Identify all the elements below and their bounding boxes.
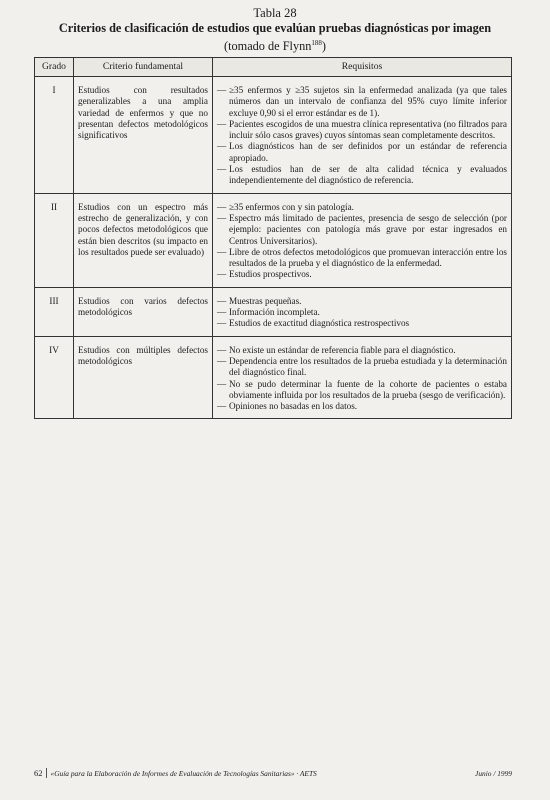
list-item: — Muestras pequeñas. — [217, 296, 507, 307]
requisitos-cell — [213, 193, 512, 287]
header-grado: Grado — [35, 58, 74, 77]
criterio-cell: Estudios con varios defectos metodológicos — [74, 287, 213, 336]
criterio-cell: Estudios con múltiples defectos metodológicos — [74, 336, 213, 419]
requisitos-list — [217, 345, 507, 413]
list-item: — No existe un estándar de referencia fiable para el diagnóstico. — [217, 345, 507, 356]
subtitle-close: ) — [321, 39, 327, 54]
grado-cell: I — [35, 77, 74, 194]
criterio-cell: Estudios con un espectro más estrecho de generalización, y con pocos defectos metodológicos que están bien descritos (su impacto en los resultados puede ser evaluado) — [74, 193, 213, 287]
footer-date: Junio / 1999 — [475, 769, 512, 778]
requisitos-list — [217, 85, 507, 187]
table-number: Tabla 28 — [253, 6, 297, 20]
header-requisitos: Requisitos — [213, 58, 512, 77]
grado-cell: II — [35, 193, 74, 287]
list-item: — ≥35 enfermos y ≥35 sujetos sin la enfermedad analizada (ya que tales números dan un intervalo de confianza del 95% cuyo límite inferior excluye 0,90 si el error estándar es de 1). — [217, 85, 507, 119]
table-header-row — [35, 58, 512, 77]
list-item: — ≥35 enfermos con y sin patología. — [217, 202, 507, 213]
reference-number: 188 — [311, 39, 322, 47]
table-row-grado-4 — [35, 336, 512, 419]
table-row-grado-2 — [35, 193, 512, 287]
criterio-cell: Estudios con resultados generalizables a una amplia variedad de enfermos y que no presentan defectos metodológicos significativos — [74, 77, 213, 194]
list-item: — Libre de otros defectos metodológicos que promuevan interacción entre los resultados de la prueba y el diagnóstico de la enfermedad. — [217, 247, 507, 270]
table-subtitle — [0, 36, 550, 54]
subtitle-text: (tomado de Flynn — [223, 39, 312, 54]
list-item: — Pacientes escogidos de una muestra clínica representativa (no filtrados para incluir sólo casos graves) cuyos síntomas sean completamente descritos. — [217, 119, 507, 142]
requisitos-cell — [213, 77, 512, 194]
list-item: — Dependencia entre los resultados de la prueba estudiada y la determinación del diagnóstico final. — [217, 356, 507, 379]
footer-source: «Guía para la Elaboración de Informes de Evaluación de Tecnologías Sanitarias» · AETS — [50, 769, 317, 778]
requisitos-cell — [213, 287, 512, 336]
list-item: — Información incompleta. — [217, 307, 507, 318]
requisitos-cell — [213, 336, 512, 419]
page-footer — [34, 768, 512, 778]
header-criterio: Criterio fundamental — [74, 58, 213, 77]
list-item: — Estudios prospectivos. — [217, 269, 507, 280]
table-row-grado-1 — [35, 77, 512, 194]
requisitos-list — [217, 202, 507, 281]
table-caption — [0, 6, 550, 54]
criteria-table — [34, 57, 512, 419]
grado-cell: III — [35, 287, 74, 336]
list-item: — Estudios de exactitud diagnóstica restrospectivos — [217, 318, 507, 329]
list-item: — Opiniones no basadas en los datos. — [217, 401, 507, 412]
list-item: — Los estudios han de ser de alta calidad técnica y evaluados independientemente del diagnóstico de referencia. — [217, 164, 507, 187]
table-title: Criterios de clasificación de estudios que evalúan pruebas diagnósticas por imagen — [58, 21, 492, 35]
list-item: — Espectro más limitado de pacientes, presencia de sesgo de selección (por ejemplo: pacientes con patología más grave por estar ingresados en Centros Universitarios). — [217, 213, 507, 247]
grado-cell: IV — [35, 336, 74, 419]
page-number: 62 — [34, 768, 47, 778]
list-item: — Los diagnósticos han de ser definidos por un estándar de referencia apropiado. — [217, 141, 507, 164]
list-item: — No se pudo determinar la fuente de la cohorte de pacientes o estaba obviamente influida por los resultados de la prueba (sesgo de verificación). — [217, 379, 507, 402]
table-row-grado-3 — [35, 287, 512, 336]
requisitos-list — [217, 296, 507, 330]
